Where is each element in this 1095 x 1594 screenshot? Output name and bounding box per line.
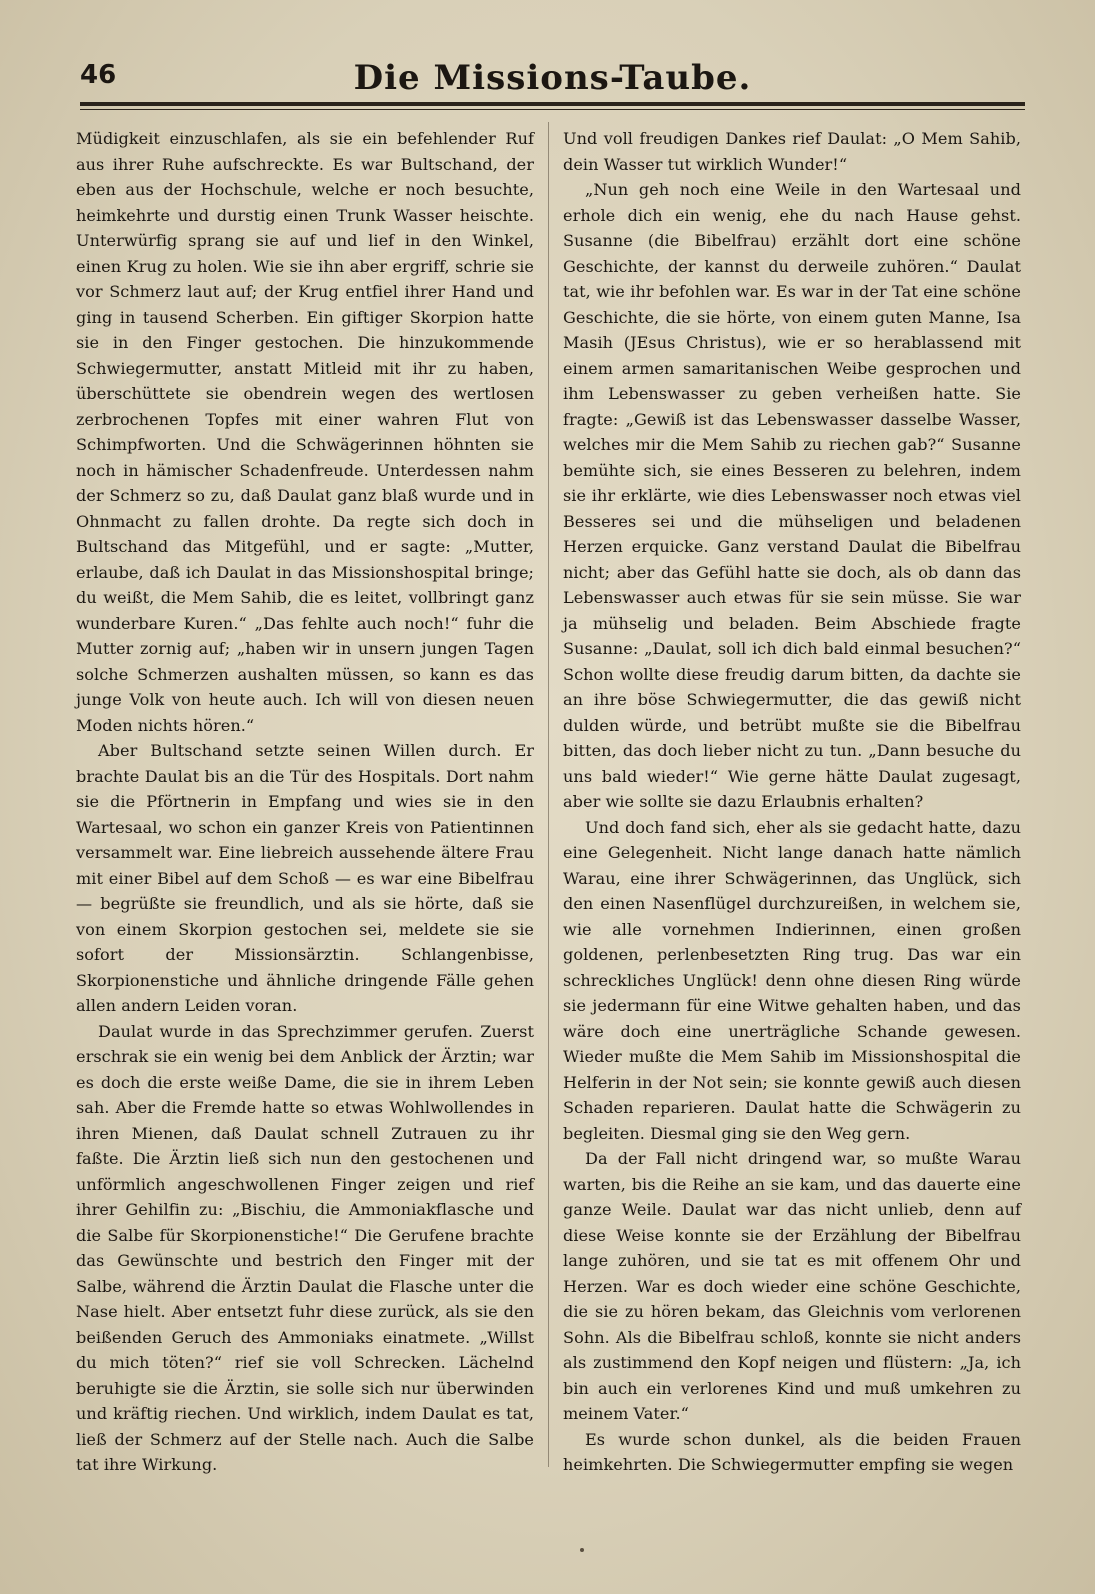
left-column: [76, 126, 534, 1478]
paragraph: Und doch fand sich, eher als sie gedacht hatte, dazu eine Gelegenheit. Nicht lange danach hatte nämlich Warau, eine ihrer Schwägerinnen, das Unglück, sich den einen Nasenflügel durchzureißen, in welchem sie, wie alle vornehmen Indierinnen, einen großen goldenen, perlenbesetzten Ring trug. Das war ein schreckliches Unglück! denn ohne diesen Ring würde sie jedermann für eine Witwe gehalten haben, und das wäre doch eine unerträgliche Schande gewesen. Wieder mußte die Mem Sahib im Missionshospital die Helferin in der Not sein; sie konnte gewiß auch diesen Schaden reparieren. Daulat hatte die Schwägerin zu begleiten. Diesmal ging sie den Weg gern.: [563, 817, 1021, 1143]
paragraph: Daulat wurde in das Sprechzimmer gerufen. Zuerst erschrak sie ein wenig bei dem Anblick der Ärztin; war es doch die erste weiße Dame, die sie in ihrem Leben sah. Aber die Fremde hatte so etwas Wohlwollendes in ihren Mienen, daß Daulat schnell Zutrauen zu ihr faßte. Die Ärztin ließ sich nun den gestochenen und unförmlich angeschwollenen Finger zeigen und rief ihrer Gehilfin zu: „Bischiu, die Ammoniakflasche und die Salbe für Skorpionenstiche!“ Die Gerufene brachte das Gewünschte und bestrich den Finger mit der Salbe, während die Ärztin Daulat die Flasche unter die Nase hielt. Aber entsetzt fuhr diese zurück, als sie den beißenden Geruch des Ammoniaks einatmete. „Willst du mich töten?“ rief sie voll Schrecken. Lächelnd beruhigte sie die Ärztin, sie solle sich nur überwinden und kräftig riechen. Und wirklich, indem Daulat es tat, ließ der Schmerz auf der Stelle nach. Auch die Salbe tat ihre Wirkung.: [76, 1021, 534, 1474]
page-number: 46: [80, 60, 117, 90]
paragraph: Es wurde schon dunkel, als die beiden Frauen heimkehrten. Die Schwiegermutter empfing sie wegen: [563, 1429, 1021, 1474]
header-rule-thick: [80, 102, 1025, 106]
paragraph: „Nun geh noch eine Weile in den Wartesaal und erhole dich ein wenig, ehe du nach Hause gehst. Susanne (die Bibelfrau) erzählt dort eine schöne Geschichte, der kannst du derweile zuhören.“ Daulat tat, wie ihr befohlen war. Es war in der Tat eine schöne Geschichte, die sie hörte, von einem guten Manne, Isa Masih (JEsus Christus), wie er so herablassend mit einem armen samaritanischen Weibe gesprochen und ihm Lebenswasser zu geben verheißen hatte. Sie fragte: „Gewiß ist das Lebenswasser dasselbe Wasser, welches mir die Mem Sahib zu riechen gab?“ Susanne bemühte sich, sie eines Besseren zu belehren, indem sie ihr erklärte, wie dies Lebenswasser noch etwas viel Besseres sei und die mühseligen und beladenen Herzen erquicke. Ganz verstand Daulat die Bibelfrau nicht; aber das Gefühl hatte sie doch, als ob dann das Lebenswasser auch etwas für sie sein müsse. Sie war ja mühselig und beladen. Beim Abschiede fragte Susanne: „Daulat, soll ich dich bald einmal besuchen?“ Schon wollte diese freudig darum bitten, da dachte sie an ihre böse Schwiegermutter, die das gewiß nicht dulden würde, und betrübt mußte sie die Bibelfrau bitten, das doch lieber nicht zu tun. „Dann besuche du uns bald wieder!“ Wie gerne hätte Daulat zugesagt, aber wie sollte sie dazu Erlaubnis erhalten?: [563, 180, 1021, 811]
right-column: [563, 126, 1021, 1478]
paragraph: Müdigkeit einzuschlafen, als sie ein befehlender Ruf aus ihrer Ruhe aufschreckte. Es war Bultschand, der eben aus der Hochschule, welche er noch besuchte, heimkehrte und durstig einen Trunk Wasser heischte. Unterwürfig sprang sie auf und lief in den Winkel, einen Krug zu holen. Wie sie ihn aber ergriff, schrie sie vor Schmerz laut auf; der Krug entfiel ihrer Hand und ging in tausend Scherben. Ein giftiger Skorpion hatte sie in den Finger gestochen. Die hinzukommende Schwiegermutter, anstatt Mitleid mit ihr zu haben, überschüttete sie obendrein wegen des wertlosen zerbrochenen Topfes mit einer wahren Flut von Schimpfworten. Und die Schwägerinnen höhnten sie noch in hämischer Schadenfreude. Unterdessen nahm der Schmerz so zu, daß Daulat ganz blaß wurde und in Ohnmacht zu fallen drohte. Da regte sich doch in Bultschand das Mitgefühl, und er sagte: „Mutter, erlaube, daß ich Daulat in das Missionshospital bringe; du weißt, die Mem Sahib, die es leitet, vollbringt ganz wunderbare Kuren.“ „Das fehlte auch noch!“ fuhr die Mutter zornig auf; „haben wir in unsern jungen Tagen solche Schmerzen aushalten müssen, so kann es das junge Volk von heute auch. Ich will von diesen neuen Moden nichts hören.“: [76, 129, 534, 735]
print-speck: [580, 1548, 584, 1552]
paragraph: Da der Fall nicht dringend war, so mußte Warau warten, bis die Reihe an sie kam, und das dauerte eine ganze Weile. Daulat war das nicht unlieb, denn auf diese Weise konnte sie der Erzählung der Bibelfrau lange zuhören, und sie tat es mit offenem Ohr und Herzen. War es doch wieder eine schöne Geschichte, die sie zu hören bekam, das Gleichnis vom verlorenen Sohn. Als die Bibelfrau schloß, konnte sie nicht anders als zustimmend den Kopf neigen und flüstern: „Ja, ich bin auch ein verlorenes Kind und muß umkehren zu meinem Vater.“: [563, 1149, 1021, 1423]
page-header: [80, 58, 1025, 98]
journal-title: Die Missions-Taube.: [353, 58, 752, 98]
header-rule-thin: [80, 109, 1025, 110]
paragraph: Aber Bultschand setzte seinen Willen durch. Er brachte Daulat bis an die Tür des Hospitals. Dort nahm sie die Pförtnerin in Empfang und wies sie in den Wartesaal, wo schon ein ganzer Kreis von Patientinnen versammelt war. Eine liebreich aussehende ältere Frau mit einer Bibel auf dem Schoß — es war eine Bibelfrau — begrüßte sie freundlich, und als sie hörte, daß sie von einem Skorpion gestochen sei, meldete sie sie sofort der Missionsärztin. Schlangenbisse, Skorpionenstiche und ähnliche dringende Fälle gehen allen andern Leiden voran.: [76, 741, 534, 1015]
column-divider: [548, 122, 549, 1467]
paragraph: Und voll freudigen Dankes rief Daulat: „O Mem Sahib, dein Wasser tut wirklich Wunder!“: [563, 129, 1021, 174]
